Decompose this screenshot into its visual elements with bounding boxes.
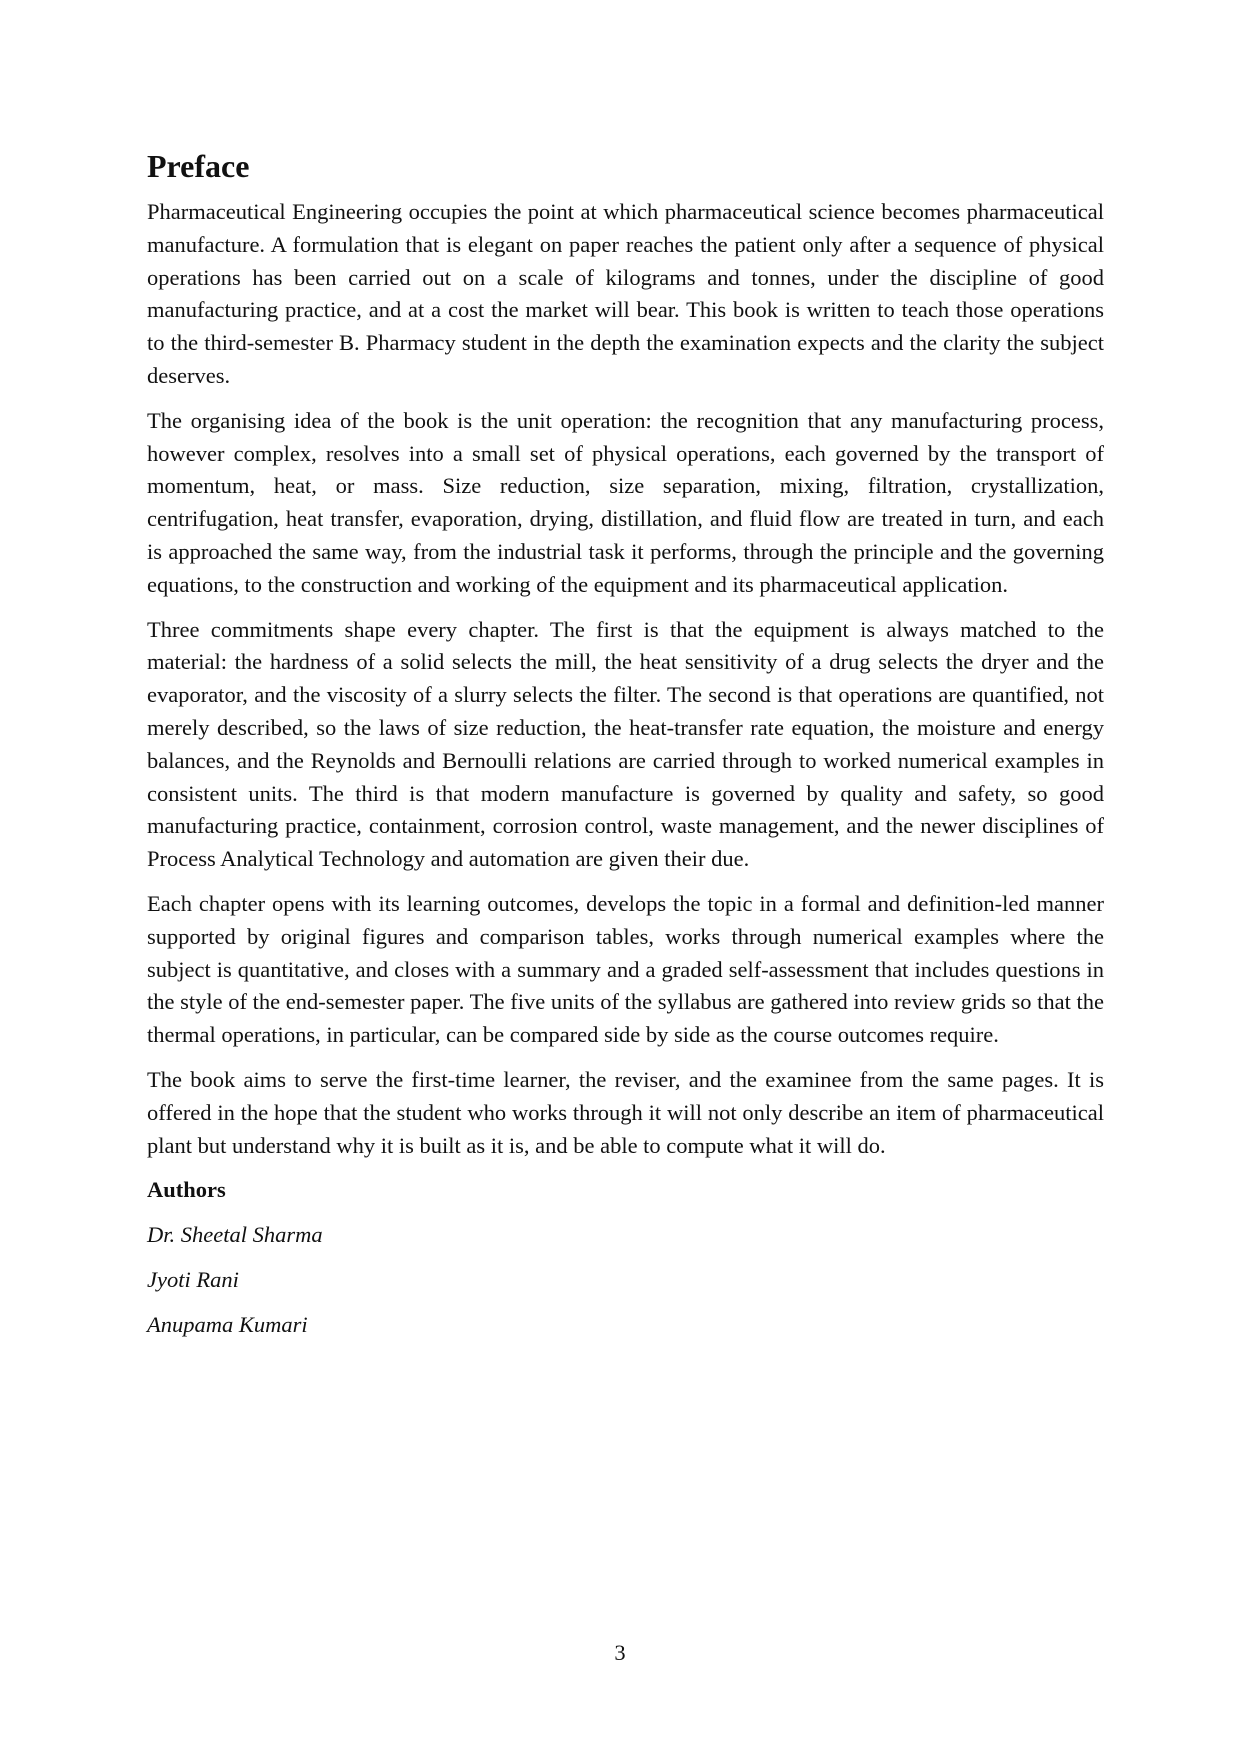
author-name: Anupama Kumari (147, 1311, 308, 1337)
paragraph-2: The organising idea of the book is the unit operation: the recognition that any manufacturing process, however complex, resolves into a small set of physical operations, each governed by the transport of momentum, heat, or mass. Size reduction, size separation, mixing, filtration, crystallization, centrifugation, heat transfer, evaporation, drying, distillation, and fluid flow are treated in turn, and each is approached the same way, from the industrial task it performs, through the principle and the governing equations, to the construction and working of the equipment and its pharmaceutical application. (147, 407, 1104, 597)
author-name: Dr. Sheetal Sharma (147, 1222, 323, 1248)
paragraph-3: Three commitments shape every chapter. The first is that the equipment is always matched to the material: the hardness of a solid selects the mill, the heat sensitivity of a drug selects the dryer and the evaporator, and the viscosity of a slurry selects the filter. The second is that operations are quantified, not merely described, so the laws of size reduction, the heat-transfer rate equation, the moisture and energy balances, and the Reynolds and Bernoulli relations are carried through to worked numerical examples in consistent units. The third is that modern manufacture is governed by quality and safety, so good manufacturing practice, containment, corrosion control, waste management, and the newer disciplines of Process Analytical Technology and automation are given their due. (147, 616, 1104, 872)
page-number: 3 (614, 1640, 626, 1665)
paragraph-1: Pharmaceutical Engineering occupies the point at which pharmaceutical science becomes pharmaceutical manufacture. A formulation that is elegant on paper reaches the patient only after a sequence of physical operations has been carried out on a scale of kilograms and tonnes, under the discipline of good manufacturing practice, and at a cost the market will bear. This book is written to teach those operations to the third-semester B. Pharmacy student in the depth the examination expects and the clarity the subject deserves. (147, 199, 1104, 388)
page-title: Preface (147, 148, 250, 184)
paragraph-5: The book aims to serve the first-time learner, the reviser, and the examinee from the same pages. It is offered in the hope that the student who works through it will not only describe an item of pharmaceutical plant but understand why it is built as it is, and be able to compute what it will do. (147, 1066, 1104, 1158)
paragraph-4: Each chapter opens with its learning outcomes, develops the topic in a formal and definition-led manner supported by original figures and comparison tables, works through numerical examples where the subject is quantitative, and closes with a summary and a graded self-assessment that includes questions in the style of the end-semester paper. The five units of the syllabus are gathered into review grids so that the thermal operations, in particular, can be compared side by side as the course outcomes require. (147, 890, 1104, 1048)
authors-heading: Authors (147, 1177, 226, 1203)
page-body (147, 146, 1104, 1354)
author-name: Jyoti Rani (147, 1266, 239, 1292)
